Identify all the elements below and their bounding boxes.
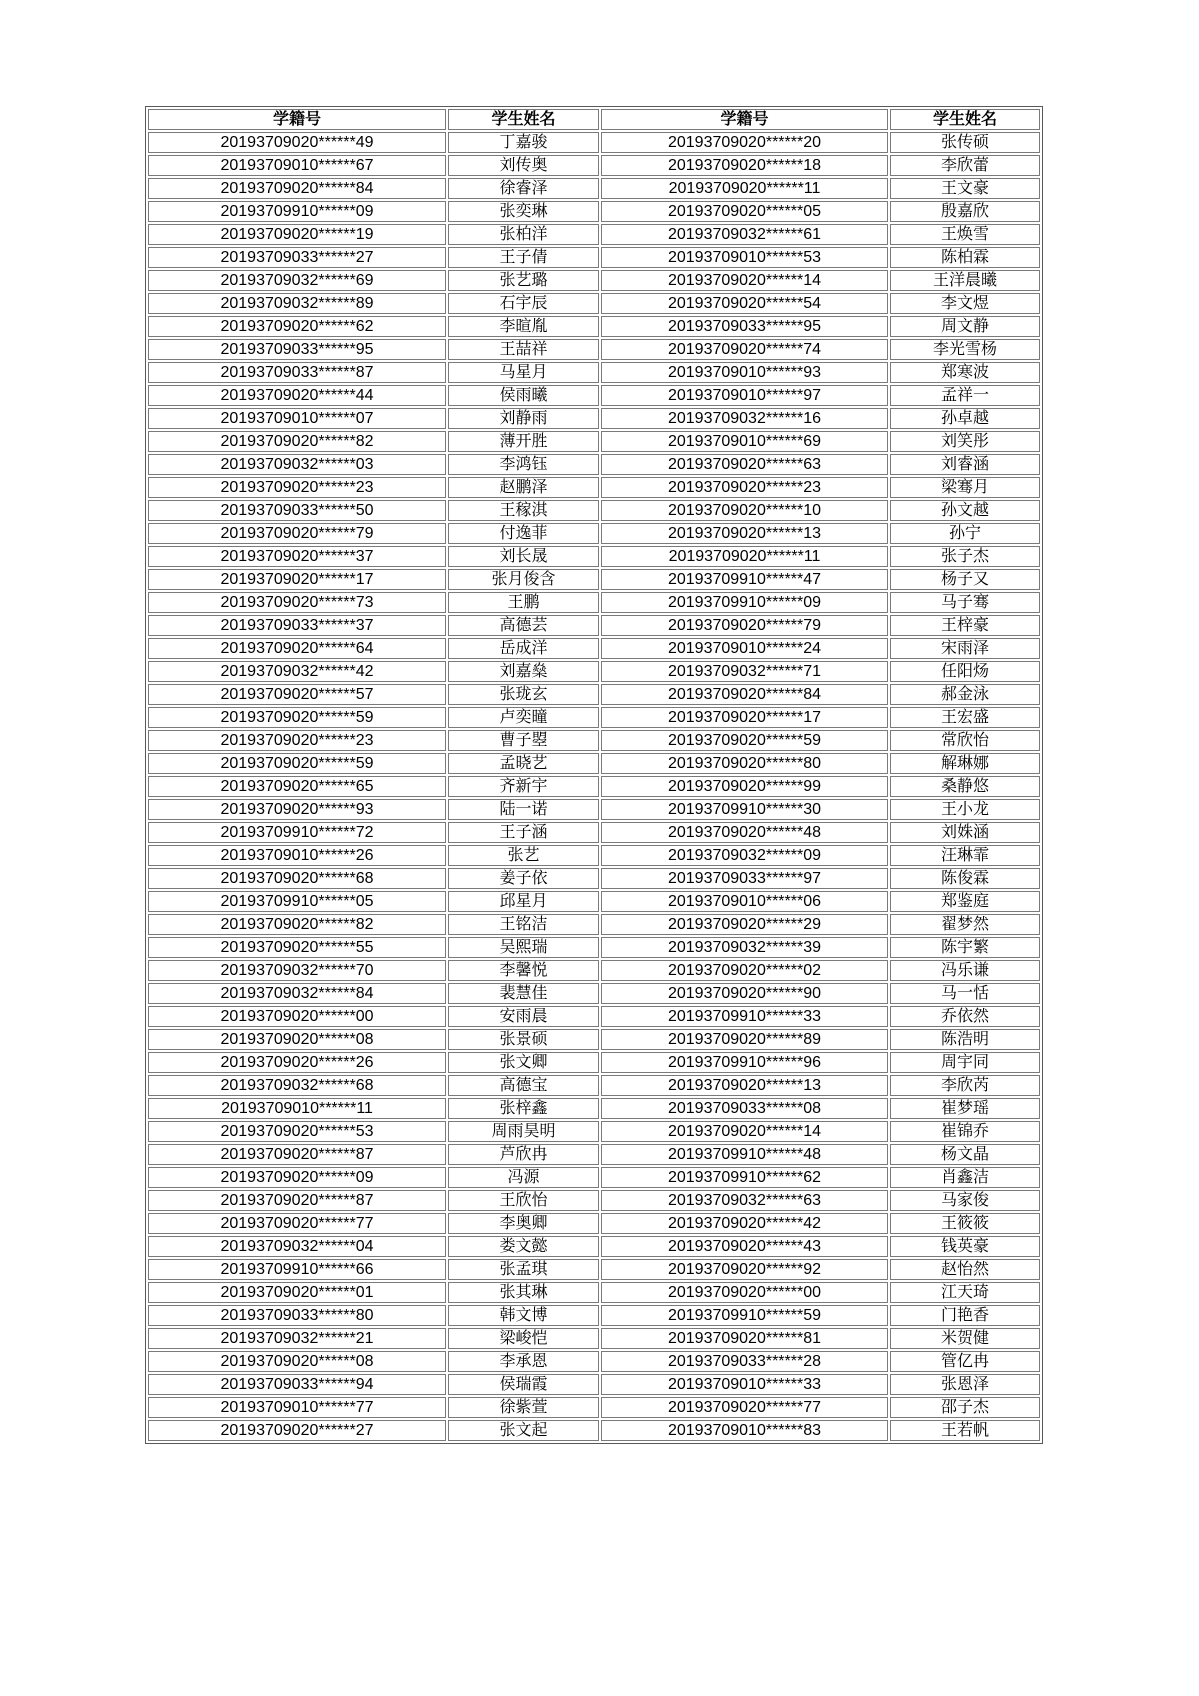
student-name-cell: 张文起 — [448, 1420, 599, 1441]
table-row — [148, 316, 1040, 337]
student-id-cell: 20193709010******69 — [601, 431, 888, 452]
student-name-cell: 侯瑞霞 — [448, 1374, 599, 1395]
table-row — [148, 1029, 1040, 1050]
student-name-cell: 邵子杰 — [890, 1397, 1040, 1418]
student-id-cell: 20193709020******55 — [148, 937, 446, 958]
table-row — [148, 661, 1040, 682]
student-id-cell: 20193709020******59 — [601, 730, 888, 751]
student-id-cell: 20193709020******18 — [601, 155, 888, 176]
student-id-cell: 20193709020******48 — [601, 822, 888, 843]
student-name-cell: 张梓鑫 — [448, 1098, 599, 1119]
header-row — [148, 109, 1040, 130]
table-row — [148, 1351, 1040, 1372]
student-id-cell: 20193709010******06 — [601, 891, 888, 912]
student-id-cell: 20193709020******87 — [148, 1144, 446, 1165]
column-header-student-id-left: 学籍号 — [148, 109, 446, 130]
student-id-cell: 20193709033******87 — [148, 362, 446, 383]
student-name-cell: 王若帆 — [890, 1420, 1040, 1441]
table-row — [148, 1006, 1040, 1027]
student-id-cell: 20193709910******48 — [601, 1144, 888, 1165]
student-id-cell: 20193709020******82 — [148, 431, 446, 452]
table-row — [148, 592, 1040, 613]
student-id-cell: 20193709020******23 — [148, 730, 446, 751]
student-id-cell: 20193709910******62 — [601, 1167, 888, 1188]
student-name-cell: 娄文懿 — [448, 1236, 599, 1257]
student-name-cell: 赵怡然 — [890, 1259, 1040, 1280]
student-name-cell: 任阳炀 — [890, 661, 1040, 682]
table-row — [148, 1098, 1040, 1119]
student-name-cell: 翟梦然 — [890, 914, 1040, 935]
student-name-cell: 冯乐谦 — [890, 960, 1040, 981]
table-row — [148, 477, 1040, 498]
student-name-cell: 刘笑彤 — [890, 431, 1040, 452]
student-roster-table — [145, 106, 1043, 1444]
student-name-cell: 张孟琪 — [448, 1259, 599, 1280]
table-row — [148, 1167, 1040, 1188]
table-row — [148, 615, 1040, 636]
student-id-cell: 20193709020******65 — [148, 776, 446, 797]
student-id-cell: 20193709020******08 — [148, 1029, 446, 1050]
student-name-cell: 郑鉴庭 — [890, 891, 1040, 912]
table-row — [148, 247, 1040, 268]
student-id-cell: 20193709020******13 — [601, 523, 888, 544]
student-name-cell: 米贺健 — [890, 1328, 1040, 1349]
student-id-cell: 20193709020******54 — [601, 293, 888, 314]
student-id-cell: 20193709010******07 — [148, 408, 446, 429]
student-name-cell: 杨子又 — [890, 569, 1040, 590]
student-name-cell: 赵鹏泽 — [448, 477, 599, 498]
student-id-cell: 20193709020******01 — [148, 1282, 446, 1303]
table-row — [148, 431, 1040, 452]
student-name-cell: 王欣怡 — [448, 1190, 599, 1211]
student-id-cell: 20193709020******27 — [148, 1420, 446, 1441]
student-id-cell: 20193709020******59 — [148, 753, 446, 774]
student-id-cell: 20193709033******95 — [601, 316, 888, 337]
student-id-cell: 20193709020******19 — [148, 224, 446, 245]
student-name-cell: 芦欣冉 — [448, 1144, 599, 1165]
student-id-cell: 20193709032******69 — [148, 270, 446, 291]
table-row — [148, 638, 1040, 659]
student-name-cell: 王子涵 — [448, 822, 599, 843]
table-row — [148, 707, 1040, 728]
student-id-cell: 20193709020******77 — [148, 1213, 446, 1234]
student-name-cell: 王宏盛 — [890, 707, 1040, 728]
student-id-cell: 20193709020******17 — [601, 707, 888, 728]
student-id-cell: 20193709033******27 — [148, 247, 446, 268]
student-id-cell: 20193709020******02 — [601, 960, 888, 981]
student-name-cell: 陈柏霖 — [890, 247, 1040, 268]
table-row — [148, 684, 1040, 705]
student-name-cell: 刘长晟 — [448, 546, 599, 567]
student-name-cell: 桑静悠 — [890, 776, 1040, 797]
table-row — [148, 1397, 1040, 1418]
student-name-cell: 王子倩 — [448, 247, 599, 268]
student-id-cell: 20193709032******68 — [148, 1075, 446, 1096]
table-row — [148, 362, 1040, 383]
student-name-cell: 刘静雨 — [448, 408, 599, 429]
student-id-cell: 20193709020******05 — [601, 201, 888, 222]
student-name-cell: 梁峻恺 — [448, 1328, 599, 1349]
student-name-cell: 王焕雪 — [890, 224, 1040, 245]
student-id-cell: 20193709020******92 — [601, 1259, 888, 1280]
student-name-cell: 周雨昊明 — [448, 1121, 599, 1142]
student-id-cell: 20193709020******00 — [601, 1282, 888, 1303]
student-id-cell: 20193709032******03 — [148, 454, 446, 475]
table-row — [148, 776, 1040, 797]
student-name-cell: 殷嘉欣 — [890, 201, 1040, 222]
student-id-cell: 20193709010******33 — [601, 1374, 888, 1395]
student-name-cell: 徐紫萱 — [448, 1397, 599, 1418]
student-name-cell: 孙卓越 — [890, 408, 1040, 429]
student-name-cell: 徐睿泽 — [448, 178, 599, 199]
student-id-cell: 20193709010******53 — [601, 247, 888, 268]
table-row — [148, 868, 1040, 889]
student-name-cell: 李承恩 — [448, 1351, 599, 1372]
table-row — [148, 983, 1040, 1004]
student-name-cell: 张柏洋 — [448, 224, 599, 245]
table-row — [148, 1190, 1040, 1211]
student-id-cell: 20193709010******83 — [601, 1420, 888, 1441]
student-name-cell: 陈浩明 — [890, 1029, 1040, 1050]
table-row — [148, 1052, 1040, 1073]
student-name-cell: 李文煜 — [890, 293, 1040, 314]
student-name-cell: 卢奕曈 — [448, 707, 599, 728]
student-name-cell: 马家俊 — [890, 1190, 1040, 1211]
student-id-cell: 20193709033******08 — [601, 1098, 888, 1119]
student-name-cell: 张子杰 — [890, 546, 1040, 567]
student-id-cell: 20193709020******74 — [601, 339, 888, 360]
student-name-cell: 刘嘉燊 — [448, 661, 599, 682]
student-id-cell: 20193709020******90 — [601, 983, 888, 1004]
table-row — [148, 1259, 1040, 1280]
student-name-cell: 王稼淇 — [448, 500, 599, 521]
student-name-cell: 孟祥一 — [890, 385, 1040, 406]
student-name-cell: 张月俊含 — [448, 569, 599, 590]
table-row — [148, 293, 1040, 314]
table-row — [148, 339, 1040, 360]
student-id-cell: 20193709020******23 — [148, 477, 446, 498]
student-id-cell: 20193709020******59 — [148, 707, 446, 728]
student-id-cell: 20193709020******64 — [148, 638, 446, 659]
student-name-cell: 高德宝 — [448, 1075, 599, 1096]
student-name-cell: 刘姝涵 — [890, 822, 1040, 843]
student-name-cell: 周宇同 — [890, 1052, 1040, 1073]
student-id-cell: 20193709032******71 — [601, 661, 888, 682]
student-name-cell: 张恩泽 — [890, 1374, 1040, 1395]
student-id-cell: 20193709910******59 — [601, 1305, 888, 1326]
student-name-cell: 马子骞 — [890, 592, 1040, 613]
student-name-cell: 刘睿涵 — [890, 454, 1040, 475]
table-row — [148, 385, 1040, 406]
student-name-cell: 王鹏 — [448, 592, 599, 613]
student-name-cell: 郑寒波 — [890, 362, 1040, 383]
roster-table-body — [148, 132, 1040, 1441]
student-id-cell: 20193709032******04 — [148, 1236, 446, 1257]
student-name-cell: 李欣芮 — [890, 1075, 1040, 1096]
table-row — [148, 224, 1040, 245]
student-id-cell: 20193709020******84 — [601, 684, 888, 705]
student-id-cell: 20193709032******70 — [148, 960, 446, 981]
student-id-cell: 20193709020******73 — [148, 592, 446, 613]
student-id-cell: 20193709032******89 — [148, 293, 446, 314]
table-row — [148, 523, 1040, 544]
student-id-cell: 20193709033******37 — [148, 615, 446, 636]
student-id-cell: 20193709020******42 — [601, 1213, 888, 1234]
student-id-cell: 20193709020******10 — [601, 500, 888, 521]
student-name-cell: 张其琳 — [448, 1282, 599, 1303]
student-name-cell: 薄开胜 — [448, 431, 599, 452]
student-name-cell: 常欣怡 — [890, 730, 1040, 751]
student-name-cell: 陆一诺 — [448, 799, 599, 820]
student-name-cell: 张艺璐 — [448, 270, 599, 291]
student-name-cell: 裴慧佳 — [448, 983, 599, 1004]
student-name-cell: 张传硕 — [890, 132, 1040, 153]
student-id-cell: 20193709020******14 — [601, 1121, 888, 1142]
student-id-cell: 20193709033******50 — [148, 500, 446, 521]
table-row — [148, 1420, 1040, 1441]
table-row — [148, 1236, 1040, 1257]
table-row — [148, 408, 1040, 429]
student-id-cell: 20193709020******79 — [601, 615, 888, 636]
table-row — [148, 546, 1040, 567]
student-name-cell: 李馨悦 — [448, 960, 599, 981]
table-row — [148, 1374, 1040, 1395]
student-name-cell: 江天琦 — [890, 1282, 1040, 1303]
table-row — [148, 1282, 1040, 1303]
student-id-cell: 20193709020******49 — [148, 132, 446, 153]
student-id-cell: 20193709910******09 — [148, 201, 446, 222]
student-id-cell: 20193709020******37 — [148, 546, 446, 567]
student-id-cell: 20193709020******00 — [148, 1006, 446, 1027]
student-id-cell: 20193709010******93 — [601, 362, 888, 383]
student-name-cell: 张珑玄 — [448, 684, 599, 705]
student-id-cell: 20193709020******99 — [601, 776, 888, 797]
student-id-cell: 20193709032******42 — [148, 661, 446, 682]
student-name-cell: 王筱筱 — [890, 1213, 1040, 1234]
student-name-cell: 李奥卿 — [448, 1213, 599, 1234]
student-id-cell: 20193709020******09 — [148, 1167, 446, 1188]
column-header-student-id-right: 学籍号 — [601, 109, 888, 130]
student-name-cell: 李鸿钰 — [448, 454, 599, 475]
student-id-cell: 20193709020******14 — [601, 270, 888, 291]
student-id-cell: 20193709910******66 — [148, 1259, 446, 1280]
student-name-cell: 张文卿 — [448, 1052, 599, 1073]
student-name-cell: 管亿冉 — [890, 1351, 1040, 1372]
student-id-cell: 20193709010******11 — [148, 1098, 446, 1119]
student-name-cell: 付逸菲 — [448, 523, 599, 544]
student-name-cell: 王文豪 — [890, 178, 1040, 199]
student-id-cell: 20193709020******77 — [601, 1397, 888, 1418]
student-id-cell: 20193709910******09 — [601, 592, 888, 613]
student-name-cell: 宋雨泽 — [890, 638, 1040, 659]
student-name-cell: 王喆祥 — [448, 339, 599, 360]
table-row — [148, 454, 1040, 475]
student-id-cell: 20193709010******24 — [601, 638, 888, 659]
student-id-cell: 20193709020******79 — [148, 523, 446, 544]
student-id-cell: 20193709033******80 — [148, 1305, 446, 1326]
student-id-cell: 20193709032******21 — [148, 1328, 446, 1349]
student-id-cell: 20193709910******96 — [601, 1052, 888, 1073]
student-name-cell: 韩文博 — [448, 1305, 599, 1326]
student-id-cell: 20193709010******67 — [148, 155, 446, 176]
student-name-cell: 马星月 — [448, 362, 599, 383]
student-id-cell: 20193709020******43 — [601, 1236, 888, 1257]
student-id-cell: 20193709032******61 — [601, 224, 888, 245]
student-name-cell: 孙宁 — [890, 523, 1040, 544]
table-row — [148, 569, 1040, 590]
table-row — [148, 1328, 1040, 1349]
table-row — [148, 1075, 1040, 1096]
student-id-cell: 20193709033******95 — [148, 339, 446, 360]
student-id-cell: 20193709910******72 — [148, 822, 446, 843]
table-row — [148, 1213, 1040, 1234]
student-id-cell: 20193709033******94 — [148, 1374, 446, 1395]
student-id-cell: 20193709020******23 — [601, 477, 888, 498]
student-name-cell: 梁骞月 — [890, 477, 1040, 498]
student-id-cell: 20193709020******89 — [601, 1029, 888, 1050]
student-id-cell: 20193709020******11 — [601, 178, 888, 199]
student-id-cell: 20193709020******17 — [148, 569, 446, 590]
table-row — [148, 500, 1040, 521]
student-id-cell: 20193709033******28 — [601, 1351, 888, 1372]
student-name-cell: 郝金泳 — [890, 684, 1040, 705]
table-row — [148, 960, 1040, 981]
table-row — [148, 1305, 1040, 1326]
student-id-cell: 20193709020******08 — [148, 1351, 446, 1372]
student-name-cell: 冯源 — [448, 1167, 599, 1188]
student-name-cell: 周文静 — [890, 316, 1040, 337]
student-id-cell: 20193709910******33 — [601, 1006, 888, 1027]
student-id-cell: 20193709020******87 — [148, 1190, 446, 1211]
table-row — [148, 753, 1040, 774]
table-row — [148, 270, 1040, 291]
student-name-cell: 张奕琳 — [448, 201, 599, 222]
student-id-cell: 20193709032******63 — [601, 1190, 888, 1211]
student-name-cell: 刘传奥 — [448, 155, 599, 176]
student-name-cell: 乔依然 — [890, 1006, 1040, 1027]
student-name-cell: 杨文晶 — [890, 1144, 1040, 1165]
student-id-cell: 20193709020******93 — [148, 799, 446, 820]
student-name-cell: 孟晓艺 — [448, 753, 599, 774]
student-id-cell: 20193709910******05 — [148, 891, 446, 912]
student-id-cell: 20193709010******97 — [601, 385, 888, 406]
student-id-cell: 20193709020******82 — [148, 914, 446, 935]
student-name-cell: 侯雨曦 — [448, 385, 599, 406]
student-id-cell: 20193709033******97 — [601, 868, 888, 889]
student-name-cell: 岳成洋 — [448, 638, 599, 659]
table-row — [148, 1121, 1040, 1142]
table-row — [148, 799, 1040, 820]
student-id-cell: 20193709020******13 — [601, 1075, 888, 1096]
student-name-cell: 陈俊霖 — [890, 868, 1040, 889]
student-name-cell: 钱英豪 — [890, 1236, 1040, 1257]
student-name-cell: 邱星月 — [448, 891, 599, 912]
student-name-cell: 孙文越 — [890, 500, 1040, 521]
student-id-cell: 20193709032******84 — [148, 983, 446, 1004]
student-name-cell: 张艺 — [448, 845, 599, 866]
student-id-cell: 20193709020******44 — [148, 385, 446, 406]
student-id-cell: 20193709020******80 — [601, 753, 888, 774]
table-row — [148, 1144, 1040, 1165]
student-id-cell: 20193709032******16 — [601, 408, 888, 429]
student-id-cell: 20193709020******53 — [148, 1121, 446, 1142]
student-id-cell: 20193709032******39 — [601, 937, 888, 958]
student-name-cell: 李欣蕾 — [890, 155, 1040, 176]
student-id-cell: 20193709020******68 — [148, 868, 446, 889]
student-name-cell: 高德芸 — [448, 615, 599, 636]
student-id-cell: 20193709020******57 — [148, 684, 446, 705]
student-id-cell: 20193709020******81 — [601, 1328, 888, 1349]
table-row — [148, 178, 1040, 199]
student-id-cell: 20193709020******29 — [601, 914, 888, 935]
student-id-cell: 20193709010******26 — [148, 845, 446, 866]
student-id-cell: 20193709020******62 — [148, 316, 446, 337]
student-id-cell: 20193709020******26 — [148, 1052, 446, 1073]
table-row — [148, 845, 1040, 866]
student-id-cell: 20193709020******20 — [601, 132, 888, 153]
student-name-cell: 吴熙瑞 — [448, 937, 599, 958]
table-row — [148, 155, 1040, 176]
student-name-cell: 王铭洁 — [448, 914, 599, 935]
student-id-cell: 20193709910******30 — [601, 799, 888, 820]
table-row — [148, 730, 1040, 751]
student-name-cell: 汪琳霏 — [890, 845, 1040, 866]
student-id-cell: 20193709010******77 — [148, 1397, 446, 1418]
student-name-cell: 曹子曌 — [448, 730, 599, 751]
student-name-cell: 李光雪杨 — [890, 339, 1040, 360]
table-row — [148, 891, 1040, 912]
column-header-student-name-right: 学生姓名 — [890, 109, 1040, 130]
student-name-cell: 门艳香 — [890, 1305, 1040, 1326]
table-row — [148, 132, 1040, 153]
student-name-cell: 安雨晨 — [448, 1006, 599, 1027]
student-name-cell: 齐新宇 — [448, 776, 599, 797]
student-name-cell: 王小龙 — [890, 799, 1040, 820]
student-name-cell: 陈宇繁 — [890, 937, 1040, 958]
student-name-cell: 张景硕 — [448, 1029, 599, 1050]
student-id-cell: 20193709020******63 — [601, 454, 888, 475]
table-row — [148, 914, 1040, 935]
student-name-cell: 李暄胤 — [448, 316, 599, 337]
table-row — [148, 822, 1040, 843]
student-name-cell: 肖鑫洁 — [890, 1167, 1040, 1188]
student-id-cell: 20193709910******47 — [601, 569, 888, 590]
student-name-cell: 王梓豪 — [890, 615, 1040, 636]
student-name-cell: 石宇辰 — [448, 293, 599, 314]
table-row — [148, 201, 1040, 222]
student-name-cell: 丁嘉骏 — [448, 132, 599, 153]
student-id-cell: 20193709020******84 — [148, 178, 446, 199]
student-name-cell: 姜子依 — [448, 868, 599, 889]
student-name-cell: 崔梦瑶 — [890, 1098, 1040, 1119]
column-header-student-name-left: 学生姓名 — [448, 109, 599, 130]
student-name-cell: 马一恬 — [890, 983, 1040, 1004]
student-id-cell: 20193709032******09 — [601, 845, 888, 866]
student-name-cell: 王洋晨曦 — [890, 270, 1040, 291]
student-name-cell: 崔锦乔 — [890, 1121, 1040, 1142]
student-name-cell: 解琳娜 — [890, 753, 1040, 774]
table-row — [148, 937, 1040, 958]
student-id-cell: 20193709020******11 — [601, 546, 888, 567]
